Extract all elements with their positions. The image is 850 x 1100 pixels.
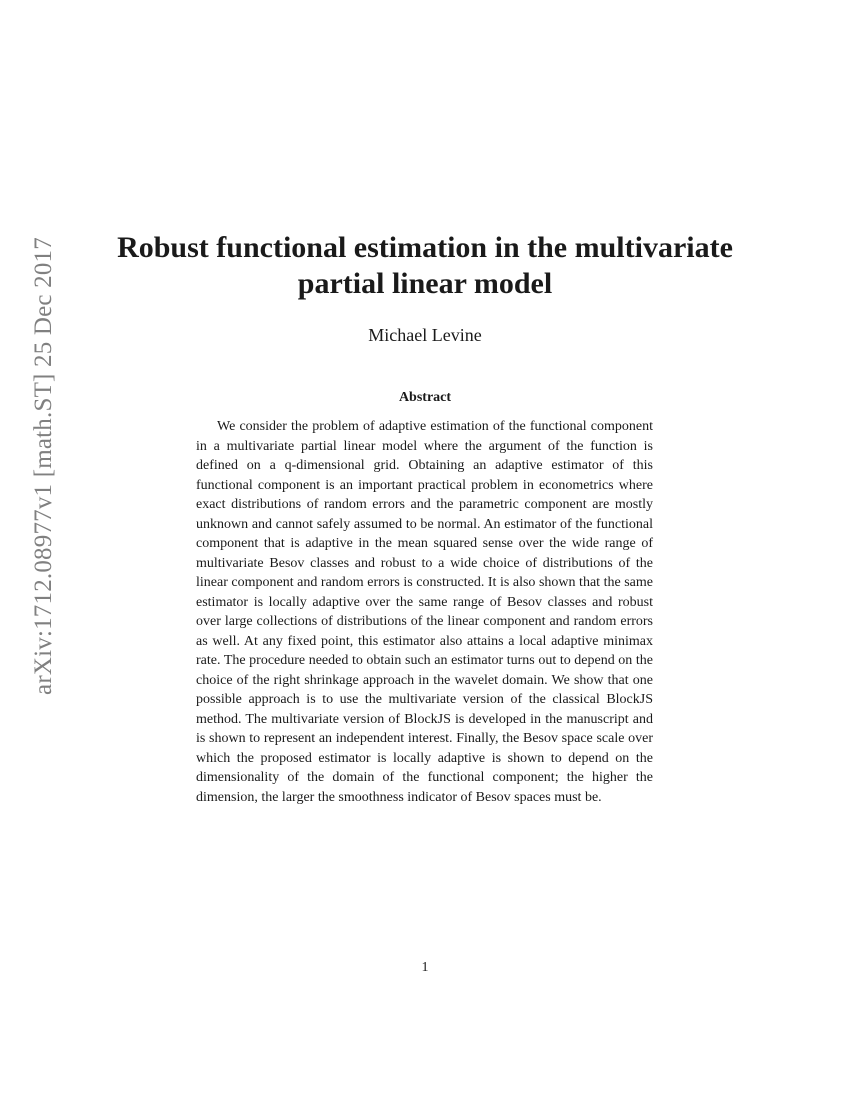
abstract-heading: Abstract — [398, 390, 452, 405]
arxiv-identifier: arXiv:1712.08977v1 [math.ST] 25 Dec 2017 — [30, 237, 57, 695]
page-number: 1 — [421, 960, 429, 975]
paper-title: Robust functional estimation in the multivariate partial linear model — [117, 231, 733, 300]
abstract-text: We consider the problem of adaptive estimation of the functional component in a multivariate partial linear model where the argument of the function is defined on a q-dimensional grid. Obtaining an adaptive estimator of this functional component is an important practical problem in econometrics where exact distributions of random errors and the parametric component are mostly unknown and cannot safely assumed to be normal. An estimator of the functional component that is adaptive in the mean squared sense over the wide range of multivariate Besov classes and robust to a wide choice of distributions of the linear component and random errors is constructed. It is also shown that the same estimator is locally adaptive over the same range of Besov classes and robust over large collections of distributions of the linear component and random errors as well. At any fixed point, this estimator also attains a local adaptive minimax rate. The procedure needed to obtain such an estimator turns out to depend on the choice of the right shrinkage approach in the wavelet domain. We show that one possible approach is to use the multivariate version of the classical BlockJS method. The multivariate version of BlockJS is developed in the manuscript and is shown to represent an independent interest. Finally, the Besov space scale over which the proposed estimator is locally adaptive is shown to depend on the dimensionality of the domain of the functional component; the higher the dimension, the larger the smoothness indicator of Besov spaces must be. — [196, 419, 653, 805]
author-name: Michael Levine — [368, 325, 482, 345]
